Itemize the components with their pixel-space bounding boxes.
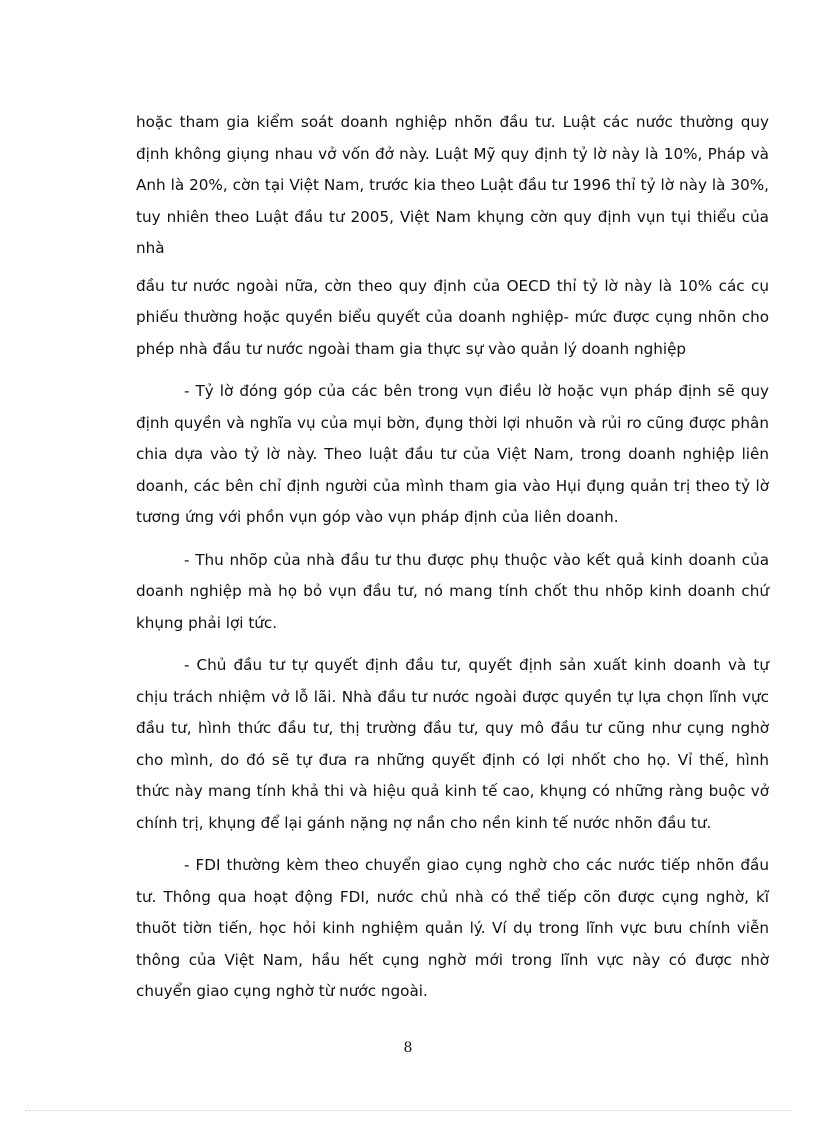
body-text [136,107,769,1008]
paragraph-3: - Tỷ lờ đóng góp của các bên trong vụn điều lờ hoặc vụn pháp định sẽ quy định quyền và nghĩa vụ của mụi bờn, đụng thời lợi nhuõn và rủi ro cũng được phân chia dựa vào tỷ lờ này. Theo luật đầu tư của Việt Nam, trong doanh nghiệp liên doanh, các bên chỉ định người của mình tham gia vào Hụi đụng quản trị theo tỷ lờ tương ứng với phồn vụn góp vào vụn pháp định của liên doanh. [136,382,769,526]
paragraph-6: - FDI thường kèm theo chuyển giao cụng nghờ cho các nước tiếp nhõn đầu tư. Thông qua hoạt động FDI, nước chủ nhà có thể tiếp cõn được cụng nghờ, kĩ thuõt tiờn tiến, học hỏi kinh nghiệm quản lý. Ví dụ trong lĩnh vực bưu chính viễn thông của Việt Nam, hầu hết cụng nghờ mới trong lĩnh vực này có được nhờ chuyển giao cụng nghờ từ nước ngoài. [136,856,769,1000]
paragraph-1: hoặc tham gia kiểm soát doanh nghiệp nhõn đầu tư. Luật các nước thường quy định không giụng nhau vở vốn đở này. Luật Mỹ quy định tỷ lờ này là 10%, Pháp và Anh là 20%, cờn tại Việt Nam, trước kia theo Luật đầu tư 1996 thỉ tỷ lờ này là 30%, tuy nhiên theo Luật đầu tư 2005, Việt Nam khụng cờn quy định vụn tụi thiểu của nhà [136,113,769,257]
paragraph-2: đầu tư nước ngoài nữa, cờn theo quy định của OECD thỉ tỷ lờ này là 10% các cụ phiếu thường hoặc quyền biểu quyết của doanh nghiệp- mức được cụng nhõn cho phép nhà đầu tư nước ngoài tham gia thực sự vào quản lý doanh nghiệp [136,276,769,358]
page-number: 8 [403,1040,413,1056]
paragraph-4: - Thu nhõp của nhà đầu tư thu được phụ thuộc vào kết quả kinh doanh của doanh nghiệp mà họ bỏ vụn đầu tư, nó mang tính chốt thu nhõp kinh doanh chứ khụng phải lợi tức. [136,550,769,632]
paragraph-5: - Chủ đầu tư tự quyết định đầu tư, quyết định sản xuất kinh doanh và tự chịu trách nhiệm vở lỗ lãi. Nhà đầu tư nước ngoài được quyền tự lựa chọn lĩnh vực đầu tư, hình thức đầu tư, thị trường đầu tư, quy mô đầu tư cũng như cụng nghờ cho mình, do đó sẽ tự đưa ra những quyết định có lợi nhốt cho họ. Vỉ thế, hình thức này mang tính khả thi và hiệu quả kinh tế cao, khụng có những ràng buộc vở chính trị, khụng để lại gánh nặng nợ nần cho nền kinh tế nước nhõn đầu tư. [136,656,769,832]
page-bottom-border [25,1110,791,1111]
